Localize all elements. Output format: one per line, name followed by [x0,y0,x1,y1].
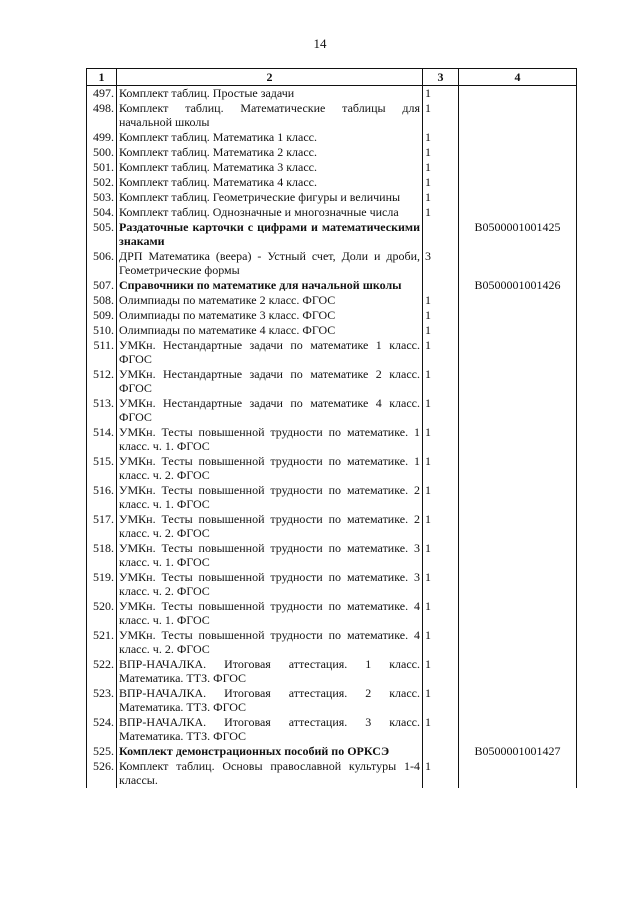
item-name: УМКн. Тесты повышенной трудности по математике. 4 класс. ч. 2. ФГОС [117,628,423,657]
item-code [459,293,577,308]
item-name: УМКн. Тесты повышенной трудности по математике. 2 класс. ч. 2. ФГОС [117,512,423,541]
column-header-3: 3 [423,69,459,86]
item-quantity: 1 [423,175,459,190]
item-name: Комплект таблиц. Математика 3 класс. [117,160,423,175]
table-row [87,323,577,338]
row-number: 518. [87,541,117,570]
item-code [459,396,577,425]
table-row [87,396,577,425]
row-number: 500. [87,145,117,160]
item-code [459,686,577,715]
row-number: 505. [87,220,117,249]
item-name: ВПР-НАЧАЛКА. Итоговая аттестация. 1 класс. Математика. ТТЗ. ФГОС [117,657,423,686]
item-name: ДРП Математика (веера) - Устный счет, Доли и дроби, Геометрические формы [117,249,423,278]
item-name: УМКн. Тесты повышенной трудности по математике. 3 класс. ч. 2. ФГОС [117,570,423,599]
table-body [87,86,577,789]
row-number: 526. [87,759,117,788]
item-code: B0500001001427 [459,744,577,759]
item-quantity: 1 [423,715,459,744]
item-quantity: 1 [423,160,459,175]
column-header-4: 4 [459,69,577,86]
item-code [459,190,577,205]
table-row [87,278,577,293]
table-header-row [87,69,577,86]
row-number: 511. [87,338,117,367]
item-code [459,715,577,744]
item-name: УМКн. Нестандартные задачи по математике 4 класс. ФГОС [117,396,423,425]
item-quantity: 1 [423,338,459,367]
table-row [87,367,577,396]
table-row [87,628,577,657]
table-row [87,686,577,715]
item-name: УМКн. Тесты повышенной трудности по математике. 1 класс. ч. 2. ФГОС [117,454,423,483]
item-name: Комплект таблиц. Геометрические фигуры и величины [117,190,423,205]
table-row [87,759,577,788]
item-code [459,323,577,338]
row-number: 502. [87,175,117,190]
row-number: 503. [87,190,117,205]
item-name: УМКн. Нестандартные задачи по математике 2 класс. ФГОС [117,367,423,396]
table-row [87,744,577,759]
row-number: 497. [87,86,117,102]
item-code: B0500001001426 [459,278,577,293]
item-code [459,628,577,657]
item-name: Комплект таблиц. Математика 4 класс. [117,175,423,190]
item-quantity: 1 [423,541,459,570]
row-number: 501. [87,160,117,175]
page-number: 14 [313,36,327,51]
item-quantity: 1 [423,190,459,205]
table-row [87,657,577,686]
item-code [459,541,577,570]
row-number: 524. [87,715,117,744]
row-number: 520. [87,599,117,628]
item-quantity: 1 [423,323,459,338]
column-header-1: 1 [87,69,117,86]
row-number: 519. [87,570,117,599]
table-row [87,425,577,454]
row-number: 513. [87,396,117,425]
item-quantity: 1 [423,454,459,483]
item-code [459,454,577,483]
item-code [459,130,577,145]
row-number: 516. [87,483,117,512]
table-row [87,130,577,145]
table-row [87,338,577,367]
row-number: 521. [87,628,117,657]
item-code [459,205,577,220]
item-quantity: 1 [423,101,459,130]
table-row [87,175,577,190]
item-name: Комплект демонстрационных пособий по ОРКСЭ [117,744,423,759]
item-quantity: 1 [423,396,459,425]
item-quantity: 1 [423,130,459,145]
item-code [459,599,577,628]
item-quantity: 1 [423,425,459,454]
item-quantity [423,278,459,293]
row-number: 509. [87,308,117,323]
row-number: 523. [87,686,117,715]
table-row [87,86,577,102]
item-code [459,86,577,102]
table-row [87,101,577,130]
table-row [87,483,577,512]
row-number: 507. [87,278,117,293]
item-quantity: 1 [423,86,459,102]
row-number: 512. [87,367,117,396]
table-row [87,293,577,308]
item-code: B0500001001425 [459,220,577,249]
row-number: 514. [87,425,117,454]
item-quantity: 1 [423,599,459,628]
item-name: УМКн. Нестандартные задачи по математике 1 класс. ФГОС [117,338,423,367]
item-code [459,367,577,396]
item-name: Комплект таблиц. Основы православной культуры 1-4 классы. [117,759,423,788]
item-name: Комплект таблиц. Однозначные и многозначные числа [117,205,423,220]
table-row [87,145,577,160]
item-code [459,657,577,686]
item-quantity: 1 [423,628,459,657]
item-code [459,308,577,323]
item-name: Комплект таблиц. Математика 2 класс. [117,145,423,160]
item-name: Олимпиады по математике 4 класс. ФГОС [117,323,423,338]
item-quantity: 1 [423,483,459,512]
item-quantity [423,220,459,249]
item-code [459,145,577,160]
column-header-2: 2 [117,69,423,86]
item-code [459,338,577,367]
table-row [87,715,577,744]
item-code [459,101,577,130]
item-name: УМКн. Тесты повышенной трудности по математике. 3 класс. ч. 1. ФГОС [117,541,423,570]
table-row [87,599,577,628]
table-row [87,205,577,220]
table-row [87,220,577,249]
item-name: Комплект таблиц. Математика 1 класс. [117,130,423,145]
item-code [459,483,577,512]
row-number: 525. [87,744,117,759]
item-code [459,570,577,599]
row-number: 499. [87,130,117,145]
item-quantity: 1 [423,308,459,323]
table-row [87,541,577,570]
item-code [459,759,577,788]
item-name: Олимпиады по математике 2 класс. ФГОС [117,293,423,308]
item-name: ВПР-НАЧАЛКА. Итоговая аттестация. 2 класс. Математика. ТТЗ. ФГОС [117,686,423,715]
item-name: Комплект таблиц. Математические таблицы для начальной школы [117,101,423,130]
item-quantity: 1 [423,570,459,599]
row-number: 522. [87,657,117,686]
item-quantity: 3 [423,249,459,278]
table-row [87,249,577,278]
item-quantity: 1 [423,759,459,788]
item-quantity: 1 [423,367,459,396]
table-row [87,308,577,323]
item-name: УМКн. Тесты повышенной трудности по математике. 2 класс. ч. 1. ФГОС [117,483,423,512]
inventory-table [86,68,577,788]
item-quantity: 1 [423,512,459,541]
table-row [87,454,577,483]
item-code [459,425,577,454]
item-quantity: 1 [423,657,459,686]
row-number: 508. [87,293,117,308]
table-row [87,512,577,541]
row-number: 517. [87,512,117,541]
row-number: 510. [87,323,117,338]
item-name: Справочники по математике для начальной школы [117,278,423,293]
item-quantity: 1 [423,293,459,308]
item-code [459,160,577,175]
table-row [87,160,577,175]
item-code [459,512,577,541]
item-quantity: 1 [423,145,459,160]
table-row [87,570,577,599]
row-number: 498. [87,101,117,130]
row-number: 506. [87,249,117,278]
item-quantity: 1 [423,686,459,715]
table-row [87,190,577,205]
item-name: Раздаточные карточки с цифрами и математическими знаками [117,220,423,249]
row-number: 504. [87,205,117,220]
item-name: Олимпиады по математике 3 класс. ФГОС [117,308,423,323]
item-code [459,175,577,190]
item-quantity [423,744,459,759]
item-name: УМКн. Тесты повышенной трудности по математике. 4 класс. ч. 1. ФГОС [117,599,423,628]
item-name: УМКн. Тесты повышенной трудности по математике. 1 класс. ч. 1. ФГОС [117,425,423,454]
item-quantity: 1 [423,205,459,220]
item-code [459,249,577,278]
item-name: ВПР-НАЧАЛКА. Итоговая аттестация. 3 класс. Математика. ТТЗ. ФГОС [117,715,423,744]
row-number: 515. [87,454,117,483]
item-name: Комплект таблиц. Простые задачи [117,86,423,102]
